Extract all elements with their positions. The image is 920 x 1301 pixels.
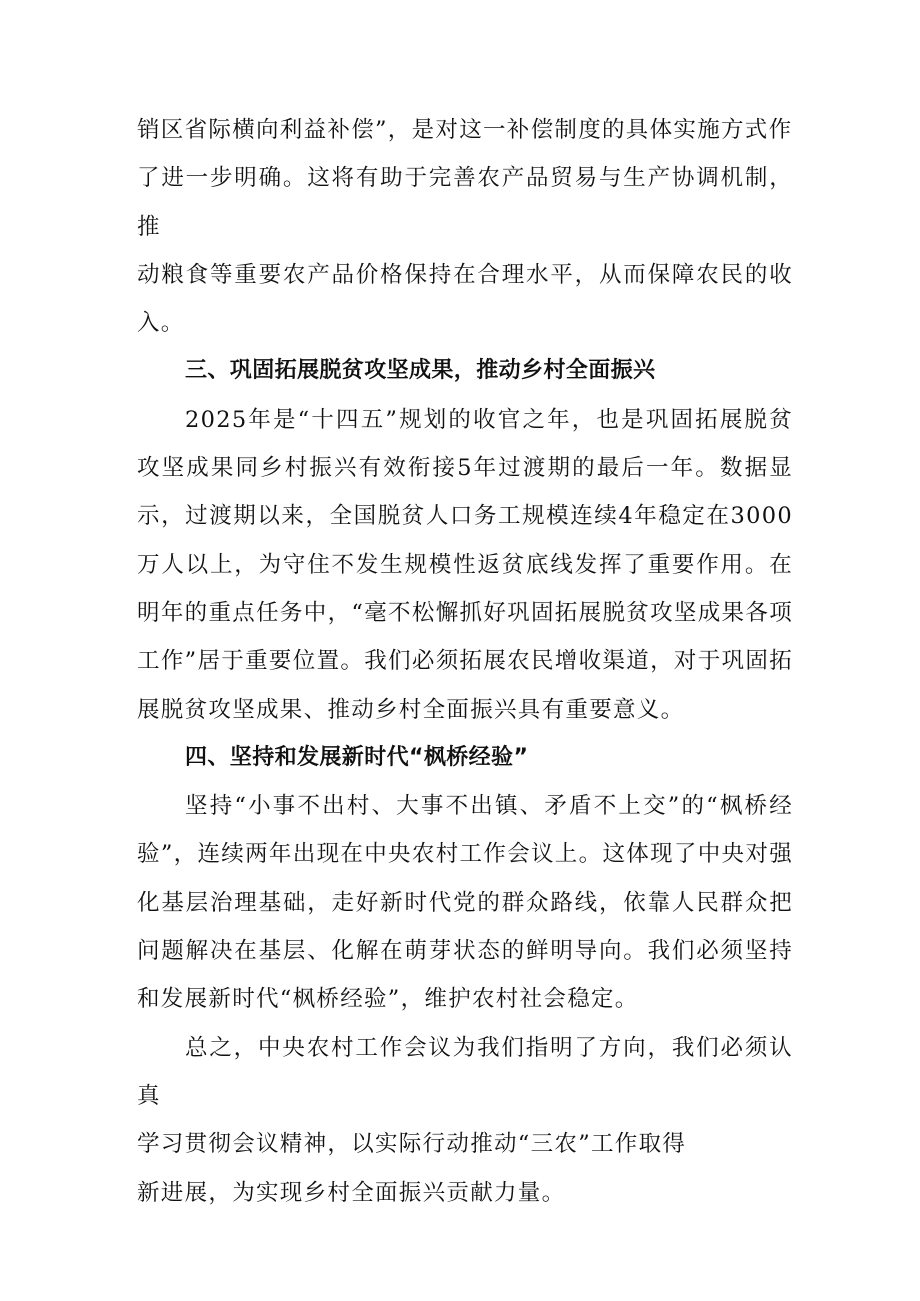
continuation-paragraph (137, 106, 793, 347)
section-4-paragraph: 坚持“小事不出村、大事不出镇、矛盾不上交”的“枫桥经验”，连续两年出现在中央农村工作会议上。这体现了中央对强化基层治理基础，走好新时代党的群众路线，依靠人民群众把问题解决在基层、化解在萌芽状态的鲜明导向。我们必须坚持和发展新时代“枫桥经验”，维护农村社会稳定。 (137, 793, 793, 1013)
paragraph-line: 了进一步明确。这将有助于完善农产品贸易与生产协调机制，推 (137, 165, 793, 240)
paragraph-line: 学习贯彻会议精神，以实际行动推动“三农”工作取得 (137, 1131, 687, 1158)
paragraph-line: 新进展，为实现乡村全面振兴贡献力量。 (137, 1179, 566, 1206)
document-body (137, 106, 793, 1217)
section-3-paragraph: 2025年是“十四五”规划的收官之年，也是巩固拓展脱贫攻坚成果同乡村振兴有效衔接5年过渡期的最后一年。数据显示，过渡期以来，全国脱贫人口务工规模连续4年稳定在3000万人以上，为守住不发生规模性返贫底线发挥了重要作用。在明年的重点任务中，“毫不松懈抓好巩固拓展脱贫攻坚成果各项工作”居于重要位置。我们必须拓展农民增收渠道，对于巩固拓展脱贫攻坚成果、推动乡村全面振兴具有重要意义。 (137, 406, 793, 723)
paragraph-line: 总之，中央农村工作会议为我们指明了方向，我们必须认真 (137, 1034, 793, 1109)
section-heading-4: 四、坚持和发展新时代“枫桥经验” (185, 744, 529, 770)
paragraph-line: 动粮食等重要农产品价格保持在合理水平，从而保障农民的收入。 (137, 261, 793, 337)
conclusion-paragraph (137, 1024, 793, 1217)
paragraph-line: 销区省际横向利益补偿”，是对这一补偿制度的具体实施方式作 (137, 117, 793, 143)
section-heading-3: 三、巩固拓展脱贫攻坚成果，推动乡村全面振兴 (185, 358, 656, 384)
